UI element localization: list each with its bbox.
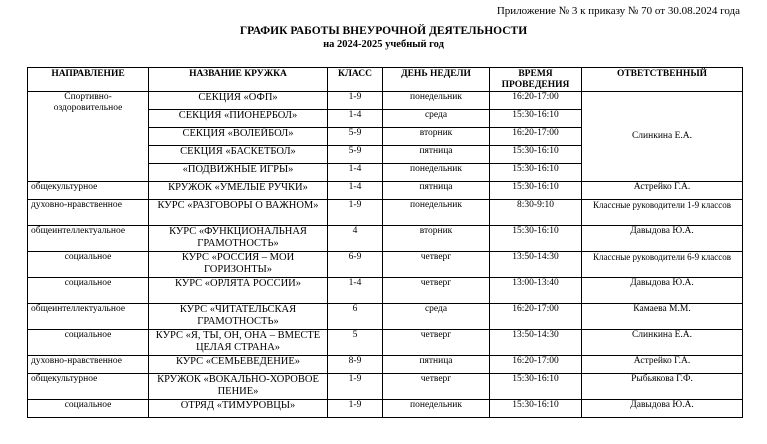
cell-name: СЕКЦИЯ «ВОЛЕЙБОЛ» xyxy=(149,128,328,146)
cell-time: 15:30-16:10 xyxy=(490,110,582,128)
cell-time: 15:30-16:10 xyxy=(490,400,582,418)
cell-class: 1-9 xyxy=(328,374,383,400)
cell-time: 13:50-14:30 xyxy=(490,330,582,356)
document-subtitle: на 2024-2025 учебный год xyxy=(323,39,444,50)
document-title: ГРАФИК РАБОТЫ ВНЕУРОЧНОЙ ДЕЯТЕЛЬНОСТИ xyxy=(239,25,528,37)
cell-time: 15:30-16:10 xyxy=(490,182,582,200)
column-header-name: НАЗВАНИЕ КРУЖКА xyxy=(149,68,328,92)
table-row xyxy=(28,278,743,304)
cell-day: вторник xyxy=(383,128,490,146)
cell-time: 15:30-16:10 xyxy=(490,146,582,164)
cell-name: КУРС «РОССИЯ – МОИ ГОРИЗОНТЫ» xyxy=(149,252,328,278)
table-row xyxy=(28,400,743,418)
cell-name: ОТРЯД «ТИМУРОВЦЫ» xyxy=(149,400,328,418)
column-header-responsible: ОТВЕТСТВЕННЫЙ xyxy=(582,68,743,92)
cell-responsible: Камаева М.М. xyxy=(582,304,743,330)
cell-day: понедельник xyxy=(383,92,490,110)
cell-class: 6 xyxy=(328,304,383,330)
cell-name: КРУЖОК «УМЕЛЫЕ РУЧКИ» xyxy=(149,182,328,200)
column-header-class: КЛАСС xyxy=(328,68,383,92)
cell-time: 16:20-17:00 xyxy=(490,92,582,110)
cell-time: 15:30-16:10 xyxy=(490,226,582,252)
cell-direction: общекультурное xyxy=(28,374,149,400)
cell-direction: духовно-нравственное xyxy=(28,200,149,226)
column-header-day: ДЕНЬ НЕДЕЛИ xyxy=(383,68,490,92)
cell-day: четверг xyxy=(383,252,490,278)
cell-day: среда xyxy=(383,110,490,128)
appendix-note: Приложение № 3 к приказу № 70 от 30.08.2024 года xyxy=(496,5,740,17)
cell-time: 15:30-16:10 xyxy=(490,374,582,400)
cell-time: 13:50-14:30 xyxy=(490,252,582,278)
cell-responsible: Рыбьякова Г.Ф. xyxy=(582,374,743,400)
cell-class: 1-4 xyxy=(328,164,383,182)
cell-responsible: Астрейко Г.А. xyxy=(582,182,743,200)
cell-class: 5 xyxy=(328,330,383,356)
table-row xyxy=(28,374,743,400)
cell-direction: социальное xyxy=(28,330,149,356)
table-row xyxy=(28,304,743,330)
cell-class: 1-4 xyxy=(328,278,383,304)
cell-direction: духовно-нравственное xyxy=(28,356,149,374)
cell-name: СЕКЦИЯ «БАСКЕТБОЛ» xyxy=(149,146,328,164)
cell-name: СЕКЦИЯ «ОФП» xyxy=(149,92,328,110)
cell-name: «ПОДВИЖНЫЕ ИГРЫ» xyxy=(149,164,328,182)
cell-responsible: Давыдова Ю.А. xyxy=(582,226,743,252)
cell-responsible: Астрейко Г.А. xyxy=(582,356,743,374)
schedule-table xyxy=(27,67,743,418)
cell-day: среда xyxy=(383,304,490,330)
cell-day: пятница xyxy=(383,146,490,164)
table-row xyxy=(28,330,743,356)
table-row xyxy=(28,252,743,278)
cell-direction: общеинтеллектуальное xyxy=(28,304,149,330)
cell-responsible: Классные руководители 6-9 классов xyxy=(582,252,743,278)
table-row xyxy=(28,200,743,226)
cell-name: КУРС «СЕМЬЕВЕДЕНИЕ» xyxy=(149,356,328,374)
cell-day: пятница xyxy=(383,182,490,200)
cell-class: 1-4 xyxy=(328,110,383,128)
cell-name: КУРС «ЧИТАТЕЛЬСКАЯ ГРАМОТНОСТЬ» xyxy=(149,304,328,330)
cell-direction: общеинтеллектуальное xyxy=(28,226,149,252)
cell-direction: социальное xyxy=(28,278,149,304)
cell-time: 15:30-16:10 xyxy=(490,164,582,182)
cell-day: четверг xyxy=(383,278,490,304)
cell-day: пятница xyxy=(383,356,490,374)
table-row xyxy=(28,356,743,374)
cell-class: 5-9 xyxy=(328,128,383,146)
cell-class: 4 xyxy=(328,226,383,252)
cell-class: 6-9 xyxy=(328,252,383,278)
cell-name: КРУЖОК «ВОКАЛЬНО-ХОРОВОЕ ПЕНИЕ» xyxy=(149,374,328,400)
cell-day: четверг xyxy=(383,330,490,356)
column-header-time: ВРЕМЯ ПРОВЕДЕНИЯ xyxy=(490,68,582,92)
cell-responsible: Слинкина Е.А. xyxy=(582,330,743,356)
cell-time: 16:20-17:00 xyxy=(490,128,582,146)
table-row xyxy=(28,92,743,110)
column-header-direction: НАПРАВЛЕНИЕ xyxy=(28,68,149,92)
cell-class: 1-4 xyxy=(328,182,383,200)
cell-class: 1-9 xyxy=(328,200,383,226)
cell-name: СЕКЦИЯ «ПИОНЕРБОЛ» xyxy=(149,110,328,128)
cell-class: 5-9 xyxy=(328,146,383,164)
cell-day: понедельник xyxy=(383,200,490,226)
cell-day: четверг xyxy=(383,374,490,400)
cell-responsible: Давыдова Ю.А. xyxy=(582,278,743,304)
cell-time: 16:20-17:00 xyxy=(490,304,582,330)
cell-time: 8:30-9:10 xyxy=(490,200,582,226)
cell-class: 1-9 xyxy=(328,400,383,418)
table-row xyxy=(28,182,743,200)
cell-name: КУРС «ОРЛЯТА РОССИИ» xyxy=(149,278,328,304)
cell-day: понедельник xyxy=(383,400,490,418)
cell-time: 16:20-17:00 xyxy=(490,356,582,374)
cell-direction: социальное xyxy=(28,400,149,418)
cell-name: КУРС «ФУНКЦИОНАЛЬНАЯ ГРАМОТНОСТЬ» xyxy=(149,226,328,252)
cell-class: 1-9 xyxy=(328,92,383,110)
cell-name: КУРС «Я, ТЫ, ОН, ОНА – ВМЕСТЕ ЦЕЛАЯ СТРАНА» xyxy=(149,330,328,356)
cell-responsible: Слинкина Е.А. xyxy=(582,92,743,182)
cell-responsible: Классные руководители 1-9 классов xyxy=(582,200,743,226)
cell-class: 8-9 xyxy=(328,356,383,374)
cell-time: 13:00-13:40 xyxy=(490,278,582,304)
table-row xyxy=(28,226,743,252)
cell-direction: общекультурное xyxy=(28,182,149,200)
cell-name: КУРС «РАЗГОВОРЫ О ВАЖНОМ» xyxy=(149,200,328,226)
table-header-row xyxy=(28,68,743,92)
cell-day: вторник xyxy=(383,226,490,252)
cell-direction: социальное xyxy=(28,252,149,278)
cell-day: понедельник xyxy=(383,164,490,182)
cell-responsible: Давыдова Ю.А. xyxy=(582,400,743,418)
cell-direction: Спортивно-оздоровительное xyxy=(28,92,149,182)
